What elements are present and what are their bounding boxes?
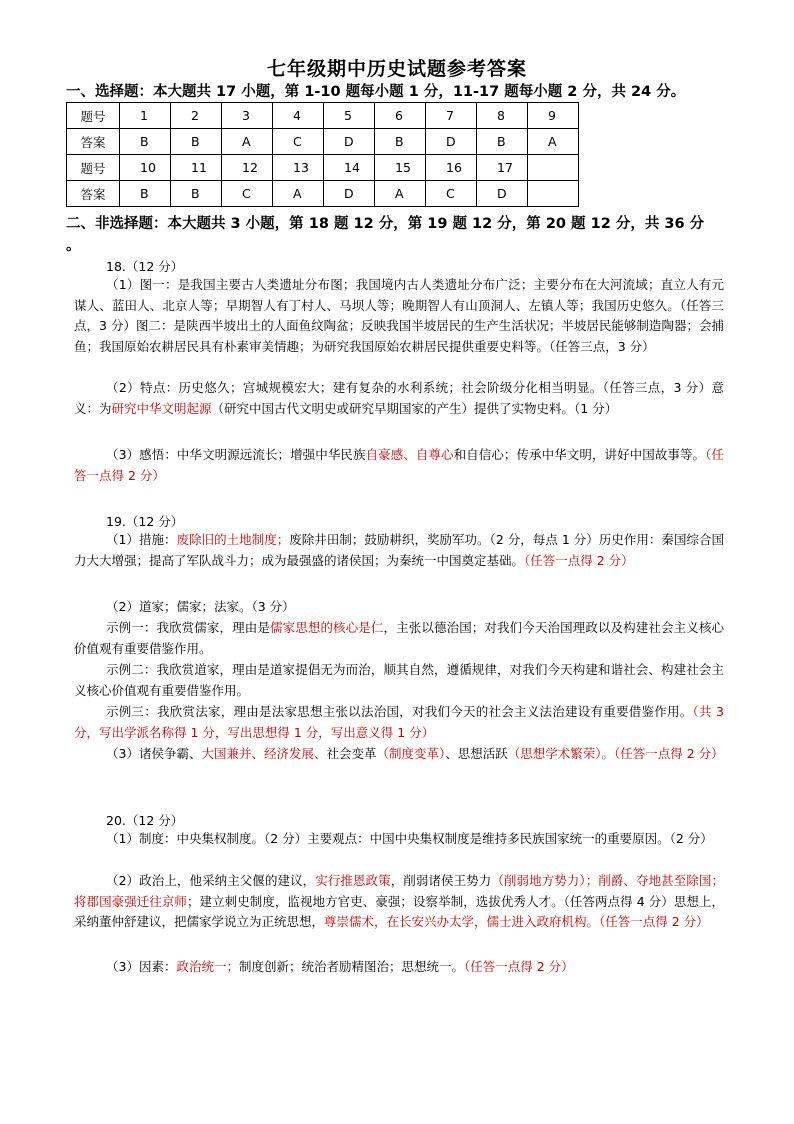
q18-part2-text: （2）特点：历史悠久；宫城规模宏大；建有复杂的水利系统；社会阶级分化相当明显。（任答三点，3 分）意义：为 (74, 380, 724, 416)
q19-part3-e: 、思想活跃 (445, 746, 508, 761)
table-cell: 5 (324, 103, 375, 129)
q18-part3-tail: 和自信心；传承中华文明，讲好中国故事等。 (453, 447, 706, 462)
table-cell: 8 (477, 103, 528, 129)
section-2-heading: 二、非选择题：本大题共 3 小题，第 18 题 12 分，第 19 题 12 分，第 20 题 12 分，共 36 分 (66, 216, 705, 232)
table-cell: D (426, 129, 477, 155)
q20-part3-d: （任答一点得 2 分） (463, 959, 574, 974)
q19-example2: 示例二：我欣赏道家，理由是道家提倡无为而治，顺其自然，遵循规律，对我们今天构建和谐社会、构建社会主义核心价值观有重要借鉴作用。 (74, 662, 724, 698)
q20-heading: 20.（12 分） (106, 813, 184, 828)
table-cell: B (171, 129, 222, 155)
table-cell (528, 155, 579, 181)
q20-part1: （1）制度：中央集权制度。（2 分）主要观点：中国中央集权制度是维持多民族国家统一的重要原因。（2 分） (106, 831, 713, 846)
q19-part1-label: （1）措施： (106, 532, 177, 547)
table-row (67, 155, 579, 181)
q19-part2: （2）道家；儒家；法家。（3 分） (106, 599, 295, 614)
q18-part3-key: 自豪感、自尊心 (365, 447, 454, 462)
table-cell: D (324, 181, 375, 207)
table-cell: B (477, 129, 528, 155)
q19-part1-score: （任答一点得 2 分） (524, 552, 634, 568)
table-cell: 14 (324, 155, 375, 181)
table-cell: 2 (171, 103, 222, 129)
table-cell: A (528, 129, 579, 155)
q19-part1-key: 废除旧的土地制度； (176, 532, 290, 547)
table-cell: 10 (120, 155, 171, 181)
table-cell: 16 (426, 155, 477, 181)
q19-example1 (74, 618, 724, 659)
table-row-header: 答案 (67, 181, 120, 207)
table-cell: C (222, 181, 273, 207)
table-cell (528, 181, 579, 207)
table-cell: B (120, 181, 171, 207)
section-1-heading: 一、选择题：本大题共 17 小题，第 1-10 题每小题 1 分，11-17 题每小题 2 分，共 24 分。 (66, 84, 686, 100)
q19-part3-f: （思想学术繁荣）。（任答一点得 2 分） (507, 746, 724, 761)
q18-part3-score: （任答一点得 2 分） (74, 447, 724, 483)
q19-part3-a: （3）诸侯争霸、 (106, 746, 202, 761)
q18-part2-key: 研究中华文明起源 (111, 400, 212, 416)
q19-example3 (74, 702, 724, 743)
table-cell: 13 (273, 155, 324, 181)
table-cell: B (171, 181, 222, 207)
q20-part2-e: ；建立刺史制度，监视地方官吏、豪强；设察举制，选拔优秀人才。（任答两点得 4 分）思想上，采纳董仲舒建议，把儒家学说立为正统思想， (74, 893, 724, 929)
section-2-heading-tail: 。 (66, 238, 81, 254)
table-cell: B (120, 129, 171, 155)
table-cell: 17 (477, 155, 528, 181)
table-row-header: 题号 (67, 155, 120, 181)
q19-example3-text: 示例三：我欣赏法家，理由是法家思想主张以法治国，对我们今天的社会主义法治建设有重要借鉴作用。 (106, 704, 693, 719)
table-cell: 12 (222, 155, 273, 181)
table-row-header: 题号 (67, 103, 120, 129)
table-cell: 6 (375, 103, 426, 129)
q19-example3-score: （共 3 分，写出学派名称得 1 分，写出思想得 1 分，写出意义得 1 分） (74, 704, 724, 740)
q19-heading: 19.（12 分） (106, 514, 184, 529)
q19-part3-b: 大国兼并、经济发展、 (201, 746, 327, 761)
table-cell: D (324, 129, 375, 155)
q20-part2 (74, 871, 724, 933)
q18-part1: （1）图一：是我国主要古人类遗址分布图；我国境内古人类遗址分布广泛；主要分布在大河流域；直立人有元谋人、蓝田人、北京人等；早期智人有丁村人、马坝人等；晚期智人有山顶洞人、左镇人等；我国历史悠久。（任答三点，3 分）图二：是陕西半坡出土的人面鱼纹陶盆；反映我国半坡居民的生产生活状况；半坡居民能够制造陶器；会捕鱼；我国原始农耕居民具有朴素审美情趣；为研究我国原始农耕居民提供重要史料等。（任答三点，3 分） (74, 277, 724, 354)
q19-example1-key: 儒家思想的核心是仁 (269, 620, 384, 635)
q20-part3-c: 制度创新；统治者励精图治；思想统一。 (238, 959, 464, 974)
q18-part3-text: （3）感悟：中华文明源远流长；增强中华民族 (106, 447, 366, 462)
table-cell: 7 (426, 103, 477, 129)
table-cell: 15 (375, 155, 426, 181)
table-cell: A (273, 181, 324, 207)
q19-part1-text: 废除井田制；鼓励耕织，奖励军功。（2 分，每点 1 分）历史作用：秦国综合国力大大增强；提高了军队战斗力；成为最强盛的诸侯国；为秦统一中国奠定基础。 (74, 532, 724, 568)
table-cell: A (222, 129, 273, 155)
table-row (67, 103, 579, 129)
q20-part2-f: 尊崇儒术，在长安兴办太学，儒士进入政府机构。（任答一点得 2 分） (324, 914, 709, 929)
table-cell: C (426, 181, 477, 207)
q20-part3-a: （3）因素： (106, 959, 177, 974)
q19-example1-text: 示例一：我欣赏儒家，理由是 (106, 620, 270, 635)
table-cell: A (375, 181, 426, 207)
table-row (67, 129, 579, 155)
q20-part3 (74, 957, 724, 978)
q19-part3-d: （制度变革） (376, 746, 446, 761)
table-cell: 9 (528, 103, 579, 129)
q19-part3-c: 社会变革 (326, 746, 377, 761)
table-row (67, 181, 579, 207)
table-cell: B (375, 129, 426, 155)
q20-part2-a: （2）政治上，他采纳主父偃的建议， (106, 873, 316, 888)
q18-part2-tail: （研究中国古代文明史或研究早期国家的产生）提供了实物史料。（1 分） (211, 400, 618, 416)
q20-part3-b: 政治统一； (176, 959, 239, 974)
table-cell: 1 (120, 103, 171, 129)
table-cell: 11 (171, 155, 222, 181)
q19-example1-tail: ，主张以德治国；对我们今天治国理政以及构建社会主义核心价值观有重要借鉴作用。 (74, 620, 724, 656)
q20-part2-d: （削弱地方势力）；削爵、夺地甚至除国；将郡国豪强迁往京师 (74, 873, 724, 909)
q19-part3 (74, 744, 724, 765)
q18-heading: 18.（12 分） (106, 259, 184, 274)
table-row-header: 答案 (67, 129, 120, 155)
q20-part2-c: ，削弱诸侯王势力 (390, 873, 492, 888)
table-cell: D (477, 181, 528, 207)
table-cell: C (273, 129, 324, 155)
q18-part2 (74, 378, 724, 419)
q19-part1 (74, 530, 724, 571)
answer-table (66, 102, 579, 207)
table-cell: 3 (222, 103, 273, 129)
q18-part3 (74, 445, 724, 486)
table-cell: 4 (273, 103, 324, 129)
q20-part2-b: 实行推恩政策 (315, 873, 391, 888)
page-title: 七年级期中历史试题参考答案 (266, 58, 527, 80)
